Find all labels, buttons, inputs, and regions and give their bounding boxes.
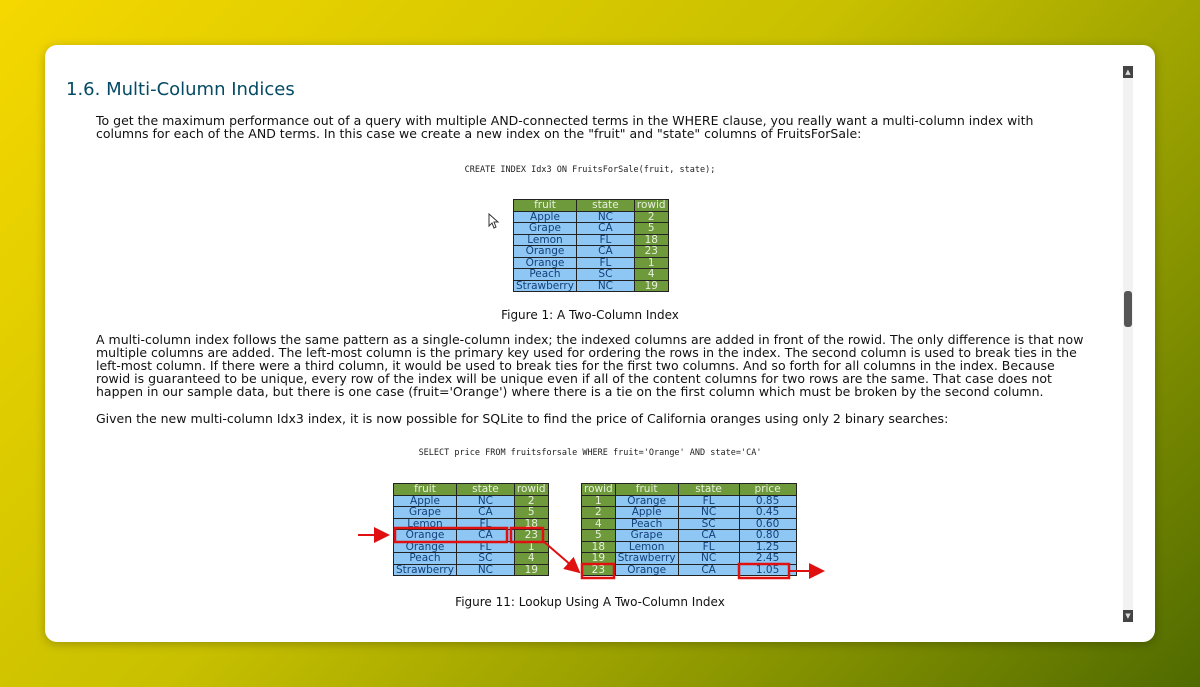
- fig1-cell-state: FL: [576, 234, 634, 246]
- fig11-main-header-state: state: [678, 484, 739, 496]
- fig1-cell-fruit: Orange: [514, 246, 577, 258]
- fig11-main-cell-rowid: 5: [582, 530, 616, 542]
- fig11-main-cell-fruit: Apple: [615, 507, 678, 519]
- fig11-main-cell-fruit: Strawberry: [615, 553, 678, 565]
- fig11-main-cell-price: 1.05: [739, 564, 796, 576]
- fig11-index-cell-state: CA: [456, 507, 514, 519]
- browser-window: [45, 45, 1155, 642]
- fig1-header-fruit: fruit: [514, 200, 577, 212]
- figure11-caption: Figure 11: Lookup Using A Two-Column Index: [455, 595, 725, 609]
- fig11-main-header-rowid: rowid: [582, 484, 616, 496]
- fig11-index-cell-fruit: Strawberry: [394, 564, 457, 576]
- fig11-main-cell-price: 0.45: [739, 507, 796, 519]
- lookup-highlights: [45, 45, 1155, 642]
- fig11-index-cell-fruit: Grape: [394, 507, 457, 519]
- fig11-index-cell-rowid: 2: [514, 495, 548, 507]
- fig11-index-cell-rowid: 18: [514, 518, 548, 530]
- fig11-main-cell-fruit: Peach: [615, 518, 678, 530]
- vertical-scrollbar[interactable]: [1123, 66, 1133, 622]
- highlight-box-price: [739, 564, 789, 578]
- fig11-main-cell-fruit: Grape: [615, 530, 678, 542]
- fig11-main-cell-state: CA: [678, 530, 739, 542]
- fig11-main-cell-price: 0.60: [739, 518, 796, 530]
- fig1-cell-fruit: Orange: [514, 257, 577, 269]
- fig11-index-header-state: state: [456, 484, 514, 496]
- fig11-main-cell-state: FL: [678, 541, 739, 553]
- fig11-index-cell-state: FL: [456, 518, 514, 530]
- fig11-index-cell-fruit: Lemon: [394, 518, 457, 530]
- fig11-index-cell-fruit: Apple: [394, 495, 457, 507]
- fig1-cell-state: CA: [576, 246, 634, 258]
- scroll-thumb[interactable]: [1124, 291, 1132, 327]
- fig11-main-cell-state: CA: [678, 564, 739, 576]
- fig1-header-rowid: rowid: [634, 200, 668, 212]
- fig11-main-header-price: price: [739, 484, 796, 496]
- fig11-index-cell-state: NC: [456, 564, 514, 576]
- fig11-main-cell-price: 0.80: [739, 530, 796, 542]
- fig11-index-cell-rowid: 19: [514, 564, 548, 576]
- fig11-main-cell-price: 1.25: [739, 541, 796, 553]
- lookup-intro-paragraph: Given the new multi-column Idx3 index, it is now possible for SQLite to find the price of California oranges using only 2 binary searches:: [96, 411, 949, 426]
- fig11-index-cell-rowid: 5: [514, 507, 548, 519]
- highlight-box-main-rowid-23: [582, 564, 614, 578]
- fig11-index-cell-state: NC: [456, 495, 514, 507]
- section-heading: 1.6. Multi-Column Indices: [66, 79, 295, 100]
- fig1-cell-rowid: 4: [634, 269, 668, 281]
- fig11-main-cell-rowid: 2: [582, 507, 616, 519]
- fig11-index-cell-state: CA: [456, 530, 514, 542]
- highlight-box-orange-ca: [395, 528, 507, 542]
- fig11-main-cell-rowid: 1: [582, 495, 616, 507]
- fig11-main-cell-rowid: 4: [582, 518, 616, 530]
- fig11-main-cell-rowid: 23: [582, 564, 616, 576]
- fig1-cell-rowid: 23: [634, 246, 668, 258]
- fig1-cell-state: SC: [576, 269, 634, 281]
- highlight-box-rowid-23: [511, 528, 543, 542]
- fig11-index-cell-rowid: 1: [514, 541, 548, 553]
- fig11-index-cell-state: FL: [456, 541, 514, 553]
- scroll-up-arrow-icon[interactable]: ▲: [1123, 66, 1133, 78]
- create-index-code: CREATE INDEX Idx3 ON FruitsForSale(fruit, state);: [464, 165, 716, 175]
- fig11-main-cell-state: NC: [678, 553, 739, 565]
- fig1-cell-fruit: Strawberry: [514, 280, 577, 292]
- fig11-main-cell-fruit: Orange: [615, 495, 678, 507]
- fig11-main-cell-state: SC: [678, 518, 739, 530]
- fig11-main-cell-rowid: 19: [582, 553, 616, 565]
- explanation-paragraph: A multi-column index follows the same pattern as a single-column index; the indexed columns are added in front of the rowid. The only difference is that now multiple columns are added. The left-most column is the primary key used for ordering the rows in the index. The second column is used to break ties in the left-most column. If there were a third column, it would be used to break ties for the first two columns. And so forth for all columns in the index. Because rowid is guaranteed to be unique, every row of the index will be unique even if all of the content columns for two rows are the same. That case does not happen in our sample data, but there is one case (fruit='Orange') where there is a tie on the first column which must be broken by the second column.: [96, 332, 1084, 399]
- intro-paragraph: To get the maximum performance out of a query with multiple AND-connected terms in the WHERE clause, you really want a multi-column index with columns for each of the AND terms. In this case we create a new index on the "fruit" and "state" columns of FruitsForSale:: [96, 113, 1034, 141]
- fig11-main-cell-fruit: Orange: [615, 564, 678, 576]
- fig1-cell-fruit: Apple: [514, 211, 577, 223]
- fig1-cell-state: CA: [576, 223, 634, 235]
- fig11-index-header-fruit: fruit: [394, 484, 457, 496]
- mouse-pointer-icon: [488, 213, 500, 229]
- fig11-main-cell-fruit: Lemon: [615, 541, 678, 553]
- fig1-cell-fruit: Lemon: [514, 234, 577, 246]
- fig11-main-header-fruit: fruit: [615, 484, 678, 496]
- fig1-cell-state: NC: [576, 211, 634, 223]
- lookup-arrow-icon: [543, 541, 579, 572]
- fig11-index-cell-rowid: 23: [514, 530, 548, 542]
- scroll-down-arrow-icon[interactable]: ▼: [1123, 610, 1133, 622]
- fig1-cell-rowid: 19: [634, 280, 668, 292]
- fig1-cell-state: FL: [576, 257, 634, 269]
- fig1-header-state: state: [576, 200, 634, 212]
- fig1-cell-state: NC: [576, 280, 634, 292]
- fig11-index-cell-rowid: 4: [514, 553, 548, 565]
- fig11-index-header-rowid: rowid: [514, 484, 548, 496]
- fig1-cell-fruit: Peach: [514, 269, 577, 281]
- figure1-caption: Figure 1: A Two-Column Index: [501, 308, 679, 322]
- fig11-index-cell-fruit: Orange: [394, 541, 457, 553]
- fig1-cell-rowid: 1: [634, 257, 668, 269]
- select-query-code: SELECT price FROM fruitsforsale WHERE fruit='Orange' AND state='CA': [418, 448, 762, 458]
- fig11-main-cell-rowid: 18: [582, 541, 616, 553]
- fig1-cell-rowid: 2: [634, 211, 668, 223]
- fig11-index-cell-state: SC: [456, 553, 514, 565]
- fig11-main-cell-state: FL: [678, 495, 739, 507]
- fig11-main-cell-state: NC: [678, 507, 739, 519]
- document-content: [45, 45, 1155, 642]
- fig1-cell-rowid: 5: [634, 223, 668, 235]
- fig11-main-cell-price: 0.85: [739, 495, 796, 507]
- fig11-index-cell-fruit: Orange: [394, 530, 457, 542]
- fig1-cell-fruit: Grape: [514, 223, 577, 235]
- fig11-main-cell-price: 2.45: [739, 553, 796, 565]
- fig1-cell-rowid: 18: [634, 234, 668, 246]
- fig11-index-cell-fruit: Peach: [394, 553, 457, 565]
